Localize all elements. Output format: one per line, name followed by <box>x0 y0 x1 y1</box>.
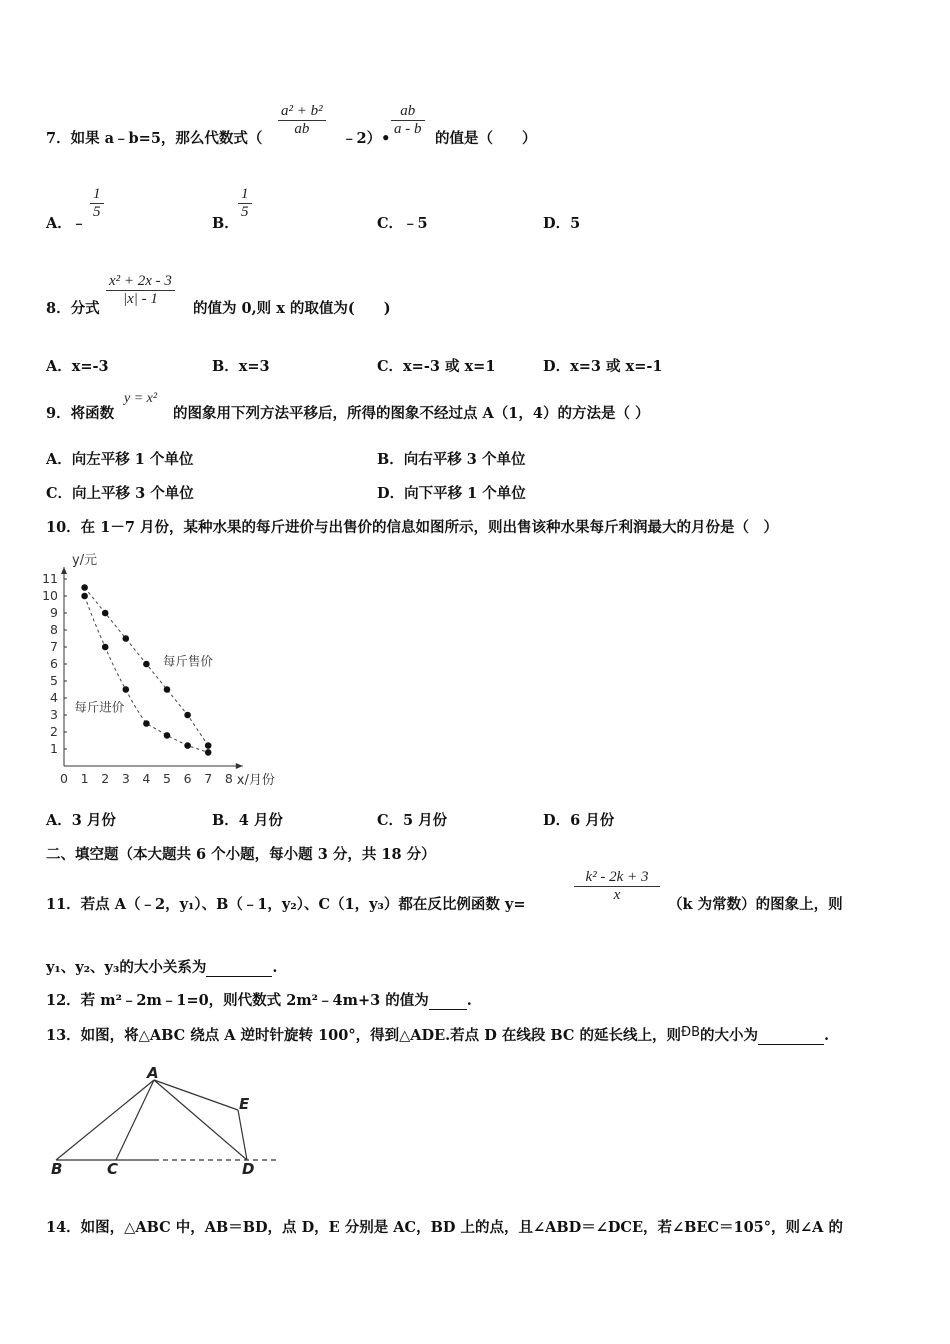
y-tick-label: 5 <box>50 673 58 688</box>
q11-numerator: k² - 2k + 3 <box>585 869 649 885</box>
q9-suffix: 的图象用下列方法平移后，所得的图象不经过点 A（1，4）的方法是（ ） <box>173 405 650 422</box>
q11-fraction <box>574 869 660 904</box>
q13-figure <box>44 1062 294 1182</box>
section-2-heading: 二、填空题（本大题共 6 个小题，每小题 3 分，共 18 分） <box>46 846 436 863</box>
data-point-cost-price <box>143 720 150 727</box>
segment-ac <box>116 1080 154 1160</box>
y-tick-label: 4 <box>50 690 58 705</box>
data-point-sale-price <box>184 712 191 719</box>
x-tick-label: 3 <box>121 771 130 786</box>
y-tick-label: 8 <box>50 622 58 637</box>
data-point-cost-price <box>81 593 88 600</box>
q11-suffix: （k 为常数）的图象上，则 <box>668 896 843 913</box>
q7-option-a-num: 1 <box>93 186 101 202</box>
q8-denominator: |x| - 1 <box>106 290 175 308</box>
q10-option-c: C．5 月份 <box>377 812 448 829</box>
data-point-sale-price <box>164 686 171 693</box>
y-tick-label: 7 <box>50 639 58 654</box>
q7-option-b-num: 1 <box>241 186 249 202</box>
q13-line <box>46 1024 829 1045</box>
x-tick-label: 4 <box>142 771 151 786</box>
q7-middle: ﹣2）• <box>342 130 391 147</box>
x-tick-label: 0 <box>60 771 68 786</box>
segment-ed <box>238 1110 247 1160</box>
q10-chart <box>40 548 300 796</box>
q8-prefix: 8．分式 <box>46 300 100 317</box>
x-tick-label: 7 <box>204 771 213 786</box>
segment-ad <box>154 1080 247 1160</box>
q12-line <box>46 989 472 1010</box>
series-curve-cost-price <box>85 596 209 752</box>
q13-angle-symbol: ÐB <box>681 1025 701 1040</box>
chart-ticks <box>42 571 233 786</box>
q11-denominator: x <box>574 886 660 904</box>
segment-ab <box>56 1080 154 1160</box>
q8-suffix: 的值为 0,则 x 的取值为( ) <box>193 300 391 317</box>
q7-option-a-fraction <box>90 186 104 221</box>
label-c: C <box>107 1160 119 1178</box>
data-point-sale-price <box>81 584 88 591</box>
q12-answer-blank[interactable] <box>429 992 467 1010</box>
q11-answer-blank[interactable] <box>206 959 272 977</box>
q7-suffix: 的值是（ ） <box>435 130 537 147</box>
data-point-cost-price <box>164 732 171 739</box>
q9-option-c: C．向上平移 3 个单位 <box>46 485 194 502</box>
q10-option-a: A．3 月份 <box>46 812 116 829</box>
q11-line2 <box>46 956 277 977</box>
label-d: D <box>242 1160 255 1178</box>
q7-option-c: C．﹣5 <box>377 215 428 232</box>
q9-option-b: B．向右平移 3 个单位 <box>377 451 526 468</box>
q10-option-b: B．4 月份 <box>212 812 283 829</box>
x-axis-arrow <box>236 763 243 769</box>
q13-suffix: 的大小为 <box>700 1027 759 1044</box>
data-point-cost-price <box>184 742 191 749</box>
x-axis-label: x/月份 <box>236 773 275 788</box>
q11-line2-text: y₁、y₂、y₃的大小关系为 <box>46 959 207 976</box>
q9-option-d: D．向下平移 1 个单位 <box>377 485 526 502</box>
y-tick-label: 1 <box>50 741 58 756</box>
q8-numerator: x² + 2x - 3 <box>109 273 172 289</box>
label-b: B <box>51 1160 63 1178</box>
q7-option-b-den: 5 <box>238 203 252 221</box>
q8-option-a: A．x=-3 <box>46 358 109 375</box>
y-tick-label: 10 <box>42 588 58 603</box>
q13-answer-blank[interactable] <box>758 1027 824 1045</box>
data-point-sale-price <box>123 635 130 642</box>
x-tick-label: 1 <box>80 771 89 786</box>
q12-text: 12．若 m²﹣2m﹣1=0，则代数式 2m²﹣4m+3 的值为 <box>46 992 429 1009</box>
label-a: A <box>147 1064 159 1082</box>
segment-ae <box>154 1080 238 1110</box>
legend-cost-price: 每斤进价 <box>74 699 125 715</box>
q7-frac2-numerator: ab <box>400 103 416 119</box>
y-tick-label: 2 <box>50 724 58 739</box>
q7-fraction-1 <box>278 103 326 138</box>
data-point-cost-price <box>102 644 109 651</box>
q11-line2-end: . <box>272 959 278 976</box>
data-point-cost-price <box>205 749 212 756</box>
x-tick-label: 8 <box>224 771 233 786</box>
q8-option-c: C．x=-3 或 x=1 <box>377 358 496 375</box>
q7-option-a-label: A．﹣ <box>46 215 87 232</box>
q9-function: y = x² <box>124 391 158 406</box>
q8-fraction <box>106 273 175 308</box>
q9-prefix: 9．将函数 <box>46 405 115 422</box>
q13-end: . <box>824 1027 830 1044</box>
x-tick-label: 2 <box>101 771 110 786</box>
x-tick-label: 5 <box>163 771 171 786</box>
y-tick-label: 6 <box>50 656 58 671</box>
data-point-sale-price <box>205 742 212 749</box>
chart-points <box>81 584 211 756</box>
q7-option-b-label: B． <box>212 215 239 232</box>
data-point-sale-price <box>143 661 150 668</box>
q14-text: 14．如图，△ABC 中，AB＝BD，点 D，E 分别是 AC，BD 上的点，且∠ABD＝∠DCE，若∠BEC＝105°，则∠A 的 <box>46 1219 843 1236</box>
y-tick-label: 11 <box>42 571 58 586</box>
q7-fraction-2 <box>391 103 425 138</box>
label-e: E <box>239 1095 250 1113</box>
q13-text: 13．如图，将△ABC 绕点 A 逆时针旋转 100°，得到△ADE.若点 D 在线段 BC 的延长线上，则 <box>46 1027 682 1044</box>
q8-option-b: B．x=3 <box>212 358 270 375</box>
y-axis-arrow <box>61 567 67 574</box>
y-axis-label: y/元 <box>72 553 98 568</box>
q10-text: 10．在 1－7 月份，某种水果的每斤进价与出售价的信息如图所示，则出售该种水果每斤利润最大的月份是（ ） <box>46 519 778 536</box>
q7-option-d: D．5 <box>543 215 581 232</box>
y-tick-label: 3 <box>50 707 58 722</box>
legend-sale-price: 每斤售价 <box>162 653 213 669</box>
q7-frac1-denominator: ab <box>278 120 326 138</box>
q7-frac1-numerator: a² + b² <box>281 103 323 119</box>
q8-option-d: D．x=3 或 x=-1 <box>543 358 663 375</box>
q7-option-a-den: 5 <box>90 203 104 221</box>
q12-end: . <box>466 992 472 1009</box>
q7-option-b-fraction <box>238 186 252 221</box>
chart-axes <box>61 567 243 769</box>
chart-labels <box>72 553 275 788</box>
q7-prefix: 7．如果 a﹣b=5，那么代数式（ <box>46 130 263 147</box>
q7-frac2-denominator: a - b <box>391 120 425 138</box>
q10-option-d: D．6 月份 <box>543 812 615 829</box>
data-point-cost-price <box>123 686 130 693</box>
data-point-sale-price <box>102 610 109 617</box>
q11-prefix: 11．若点 A（﹣2，y₁）、B（﹣1，y₂）、C（1，y₃）都在反比例函数 y= <box>46 896 526 913</box>
x-tick-label: 6 <box>183 771 192 786</box>
y-tick-label: 9 <box>50 605 58 620</box>
q9-option-a: A．向左平移 1 个单位 <box>46 451 194 468</box>
